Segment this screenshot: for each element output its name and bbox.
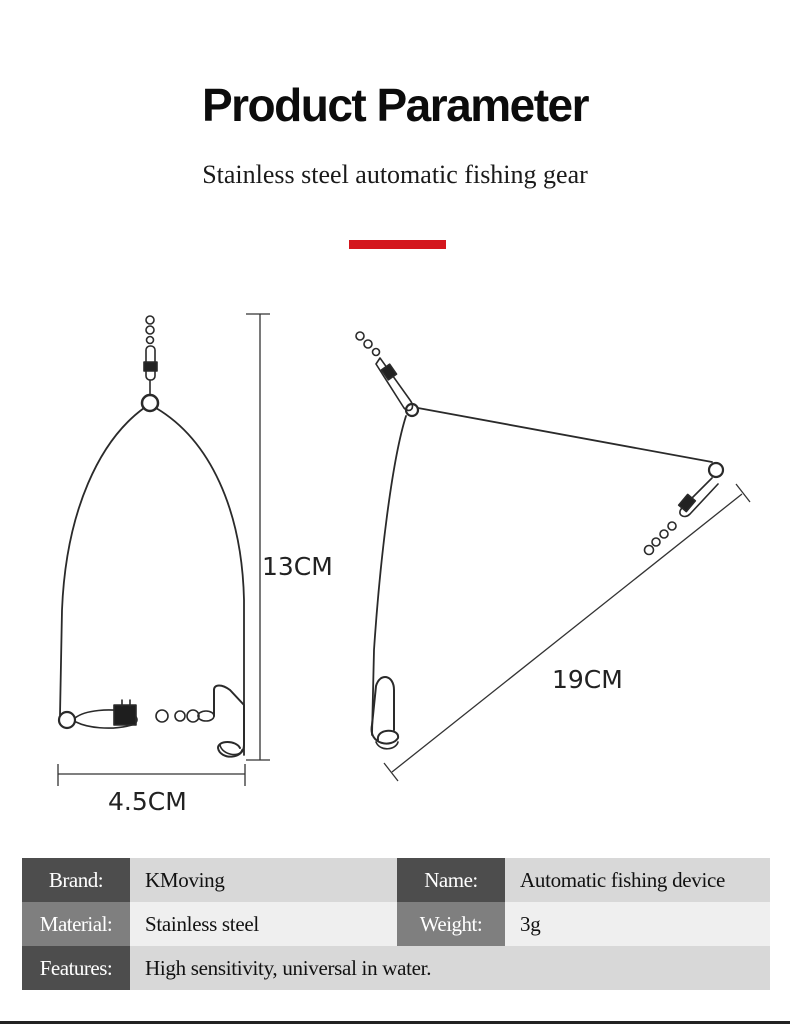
table-row — [22, 858, 770, 902]
name-label: Name: — [397, 858, 505, 902]
accent-divider — [349, 240, 446, 249]
page-title: Product Parameter — [201, 79, 589, 131]
width-label: 4.5CM — [108, 787, 187, 816]
bottom-divider — [0, 1021, 790, 1024]
name-value: Automatic fishing device — [505, 858, 770, 902]
product-dimension-diagram — [0, 290, 790, 830]
weight-label: Weight: — [397, 902, 505, 946]
page-subtitle: Stainless steel automatic fishing gear — [202, 160, 588, 189]
brand-value: KMoving — [130, 858, 397, 902]
weight-value: 3g — [505, 902, 770, 946]
span-label: 19CM — [552, 665, 623, 694]
table-row — [22, 946, 770, 990]
parameter-table — [22, 858, 770, 990]
material-value: Stainless steel — [130, 902, 397, 946]
height-label: 13CM — [262, 552, 333, 581]
brand-label: Brand: — [22, 858, 130, 902]
material-label: Material: — [22, 902, 130, 946]
span-dimension-line — [392, 494, 742, 772]
features-label: Features: — [22, 946, 130, 990]
fishing-device-front-view — [59, 316, 244, 757]
fishing-device-side-view — [356, 332, 723, 749]
table-row — [22, 902, 770, 946]
features-value: High sensitivity, universal in water. — [130, 946, 770, 990]
